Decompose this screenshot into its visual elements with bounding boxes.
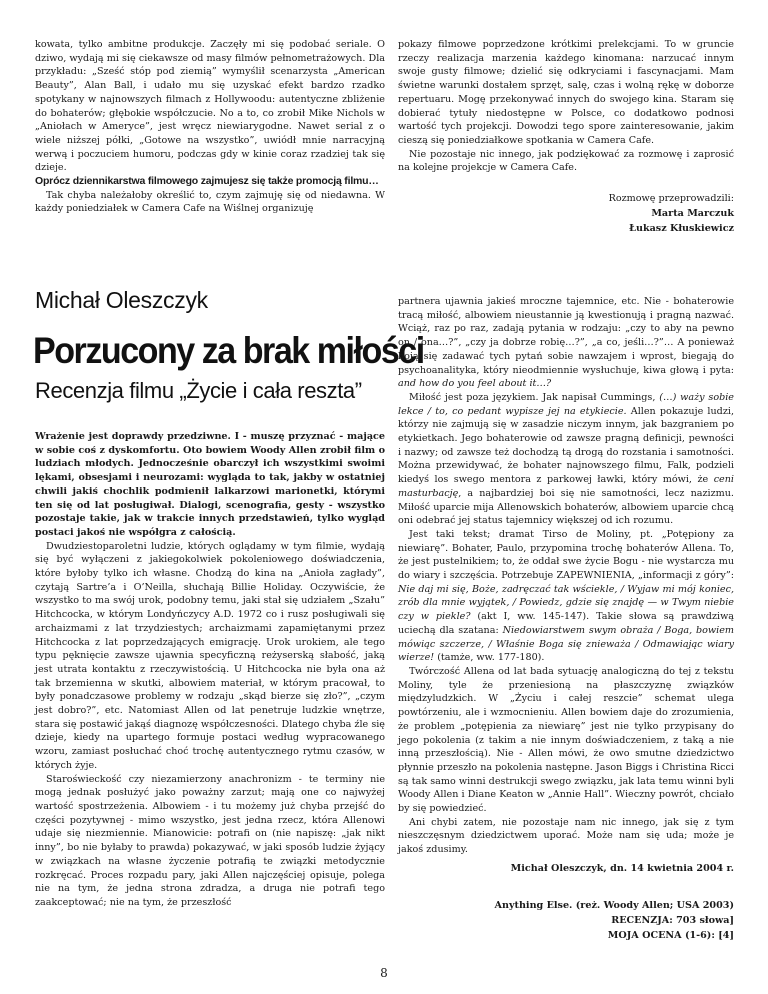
interview-answer-paragraph: Tak chyba należałoby określić to, czym zajmuję się od niedawna. W każdy poniedziałek w Camera Cafe na Wiślnej organizuję xyxy=(35,189,385,215)
interview-credits xyxy=(398,191,734,236)
credits-label: Rozmowę przeprowadzili: xyxy=(608,193,734,205)
review-paragraph: Miłość jest poza językiem. Jak napisał Cummings, (…) waży sobie lekce / to, co pedant wypisze jej na etykiecie. Allen pokazuje ludzi, którzy nie zajmują się w zasadzie niczym innym, jak bazgraniem po etykietkach. Jego bohaterowie od zawsze pragną definicji, pewności i nazwy; od zawsze też dochodzą tą drogą do rozstania i samotności. Można przewidywać, że bohater najnowszego filmu, Falk, podzieli kiedyś los swego mentora z parkowej ławki, który mówi, że ceni masturbację, a najbardziej boi się nie samotności, lecz nazizmu. Miłość uparcie mija Allenowskich bohaterów, albowiem uparcie chcą oni odebrać jej status tajemnicy większej od ich rozumu. xyxy=(398,391,734,527)
review-subtitle: Recenzja filmu „Życie i cała reszta” xyxy=(35,378,362,403)
film-info-title: Anything Else. (reż. Woody Allen; USA 2003) xyxy=(494,899,734,911)
film-info xyxy=(398,898,734,943)
review-right-column xyxy=(398,295,734,943)
review-signature: Michał Oleszczyk, dn. 14 kwietnia 2004 r. xyxy=(510,862,734,874)
review-paragraph: Staroświeckość czy niezamierzony anachronizm - te terminy nie mogą jednak posłużyć jako poważny zarzut; mają one co najwyżej wartość spostrzeżenia. Albowiem - i tu możemy już chyba przejść do części pozytywnej - mimo wszystko, jest jedna rzecz, która Allenowi udaje się niezmiennie. Mianowicie: potrafi on (nie napiszę: „jak nikt inny”, bo nie byłaby to prawda) pokazywać, w jaki sposób ludzie żyjący w związkach na własne życzenie potrafią te związki metodycznie rozkręcać. Proces rozpadu pary, jaki Allen najczęściej opisuje, polega nie na tym, że jedna strona zdradza, a druga nie potrafi tego zaakceptować; nie na tym, że przeszłość xyxy=(35,773,385,908)
interview-question: Oprócz dziennikarstwa filmowego zajmujesz się także promocją filmu… xyxy=(35,175,379,188)
page-number: 8 xyxy=(380,966,388,980)
film-info-rating: MOJA OCENA (1-6): [4] xyxy=(607,929,734,941)
review-paragraph: Twórczość Allena od lat bada sytuację analogiczną do tej z tekstu Moliny, tyle że przeniesioną na płaszczyznę związków międzyludzkich. W „Życiu i całej reszcie” schemat ulega powtórzeniu, ale i wzmocnieniu. Allen bowiem daje do zrozumienia, że problem „potępienia za niewiarę” jest nie tylko przypisany do jego pokolenia (z takim a nie innym doświadczeniem, z taką a nie inną przeszłością). Nie - Allen mówi, że owo smutne dziedzictwo płynnie przeszło na pokolenia następne. Jason Biggs i Christina Ricci są tak samo winni destrukcji swego związku, jak lata temu winni byli Woody Allen i Diane Keaton w „Annie Hall”. Wieczny powrót, chciało by się powiedzieć. xyxy=(398,665,734,815)
review-author: Michał Oleszczyk xyxy=(35,287,208,313)
credits-name: Marta Marczuk xyxy=(651,208,734,220)
review-paragraph: partnera ujawnia jakieś mroczne tajemnice, etc. Nie - bohaterowie tracą miłość, albowiem nieustannie ją kwestionują i pragną nazwać. Wciąż, raz po raz, zadają pytania w rodzaju: „czy to aby na pewno on / ona…?”, „czy ja dobrze robię…?”, „a co, jeśli…?”… A ponieważ boją się zadawać tych pytań sobie nawzajem i wprost, biegają do psychoanalityka, który nieodmiennie wysłuchuje, kiwa głową i pyta: and how do you feel about it…? xyxy=(398,296,734,390)
interview-right-column xyxy=(398,38,734,236)
interview-answer-paragraph: pokazy filmowe poprzedzone krótkimi prelekcjami. To w gruncie rzeczy realizacja marzenia każdego kinomana: narzucać innym swoje gusty filmowe; dzielić się odkryciami i fascynacjami. Mam świetne warunki dostałem sprzęt, salę, czas i wolną rękę w doborze repertuaru. Mogę przekonywać innych do swojego kina. Staram się dobierać tytuły niedostępne w Polsce, co dodatkowo podnosi wartość tych projekcji. Dowodzi tego spore zainteresowanie, jakim cieszą się poniedziałkowe spotkania w Camera Cafe. xyxy=(398,39,734,146)
review-paragraph: Jest taki tekst; dramat Tirso de Moliny, pt. „Potępiony za niewiarę”. Bohater, Paulo, przypomina trochę bohaterów Allena. To, że jest pustelnikiem; to, że oddał swe życie Bogu - nie wystarcza mu do wiary i szczęścia. Potrzebuje ZAPEWNIENIA, „informacji z góry”: Nie daj mi się, Boże, zadręczać tak wściekle, / Wyjaw mi mój koniec, zrób dla mnie wyjątek, / Powiedz, gdzie się znajdę — w Twym niebie czy w piekle? (akt I, ww. 145-147). Takie słowa są prawdziwą uciechą dla szatana: Niedowiarstwem swym obraża / Boga, bowiem mówiąc szczerze, / Właśnie Boga się znieważa / Odmawiając wiary wierze! (tamże, ww. 177-180). xyxy=(398,528,735,664)
review-paragraph: Dwudziestoparoletni ludzie, których oglądamy w tym filmie, wydają się być wyłączeni z jakiegokolwiek pokoleniowego doświadczenia, które byłoby tylko ich własne. Chodzą do kina na „Anioła zagłady”, czytają Sartre’a i O’Neilla, słuchają Billie Holiday. Oczywiście, że wszystko to ma swój urok, podobny temu, jaki stał się udziałem „Szału” Hitchcocka, w którym Londyńczycy A.D. 1972 co i rusz posługiwali się archaizmami z lat trzydziestych; archaizmami zapamiętanymi przez Hitchcocka z lat poprzedzających emigrację. Urok urokiem, ale tego typu pęknięcie zawsze ujawnia specyficzną reżyserską słabość, jaką jest utrata kontaktu z rzeczywistością. U Hitchcocka nie była ona aż tak brzemienna w skutki, albowiem materiał, w którym pracował, to były ponadczasowe problemy w rodzaju „skąd bierze się zło?”, „czym jest dobro?”, etc. Natomiast Allen od lat penetruje ludzkie wnętrze, stara się postawić jakąś diagnozę współczesności. Dlatego chyba źle się dzieje, kiedy na upartego formuje postaci według wypracowanego wzoru, zamiast posłuchać choć trochę autentycznego rytmu czasów, w których żyje. xyxy=(35,540,385,771)
interview-left-column xyxy=(35,38,385,216)
interview-closing-paragraph: Nie pozostaje nic innego, jak podziękować za rozmowę i zaprosić na kolejne projekcje w Camera Cafe. xyxy=(398,148,734,174)
review-paragraph: Ani chybi zatem, nie pozostaje nam nic innego, jak się z tym nieszczęsnym dziedzictwem uporać. Może nam się uda; może je jakoś zdusimy. xyxy=(398,816,734,856)
review-title: Porzucony za brak miłości xyxy=(33,330,424,371)
film-info-wordcount: RECENZJA: 703 słowa] xyxy=(611,914,734,926)
review-lead: Wrażenie jest doprawdy przedziwne. I - muszę przyznać - mające w sobie coś z dyskomfortu. Oto bowiem Woody Allen zrobił film o ludziach młodych. Jednocześnie obarczył ich wszystkimi swoimi lękami, obsesjami i neurozami: wygląda to tak, jakby w ostatniej chwili jakiś chochlik podmienił lalkarzowi marionetki, którymi ten się od lat posługiwał. Dialogi, scenografia, gesty - wszystko pozostaje takie, jak w trakcie innych przedstawień, tylko wygląd postaci jakoś nie współgra z całością. xyxy=(35,431,385,538)
review-left-column xyxy=(35,430,385,910)
credits-name: Łukasz Kłuskiewicz xyxy=(629,223,734,235)
interview-answer-paragraph: kowata, tylko ambitne produkcje. Zaczęły mi się podobać seriale. O dziwo, wydają mi się ciekawsze od masy filmów pełnometrażowych. Dla przykładu: „Sześć stóp pod ziemią” wymyślił scenarzysta „American Beauty”, Alan Ball, i udało mu się uzyskać efekt bardzo rzadko spotykany w najnowszych filmach z Hollywoodu: autentyczne zbliżenie do bohaterów; głębokie współczucie. No a to, co zrobił Mike Nichols w „Aniołach w Ameryce”, jest wręcz niewiarygodne. Nawet serial z o wiele niższej półki, „Gotowe na wszystko”, uwiódł mnie narracyjną werwą i poczuciem humoru, podczas gdy w kinie coraz rzadziej tak się dzieje. xyxy=(35,39,385,174)
